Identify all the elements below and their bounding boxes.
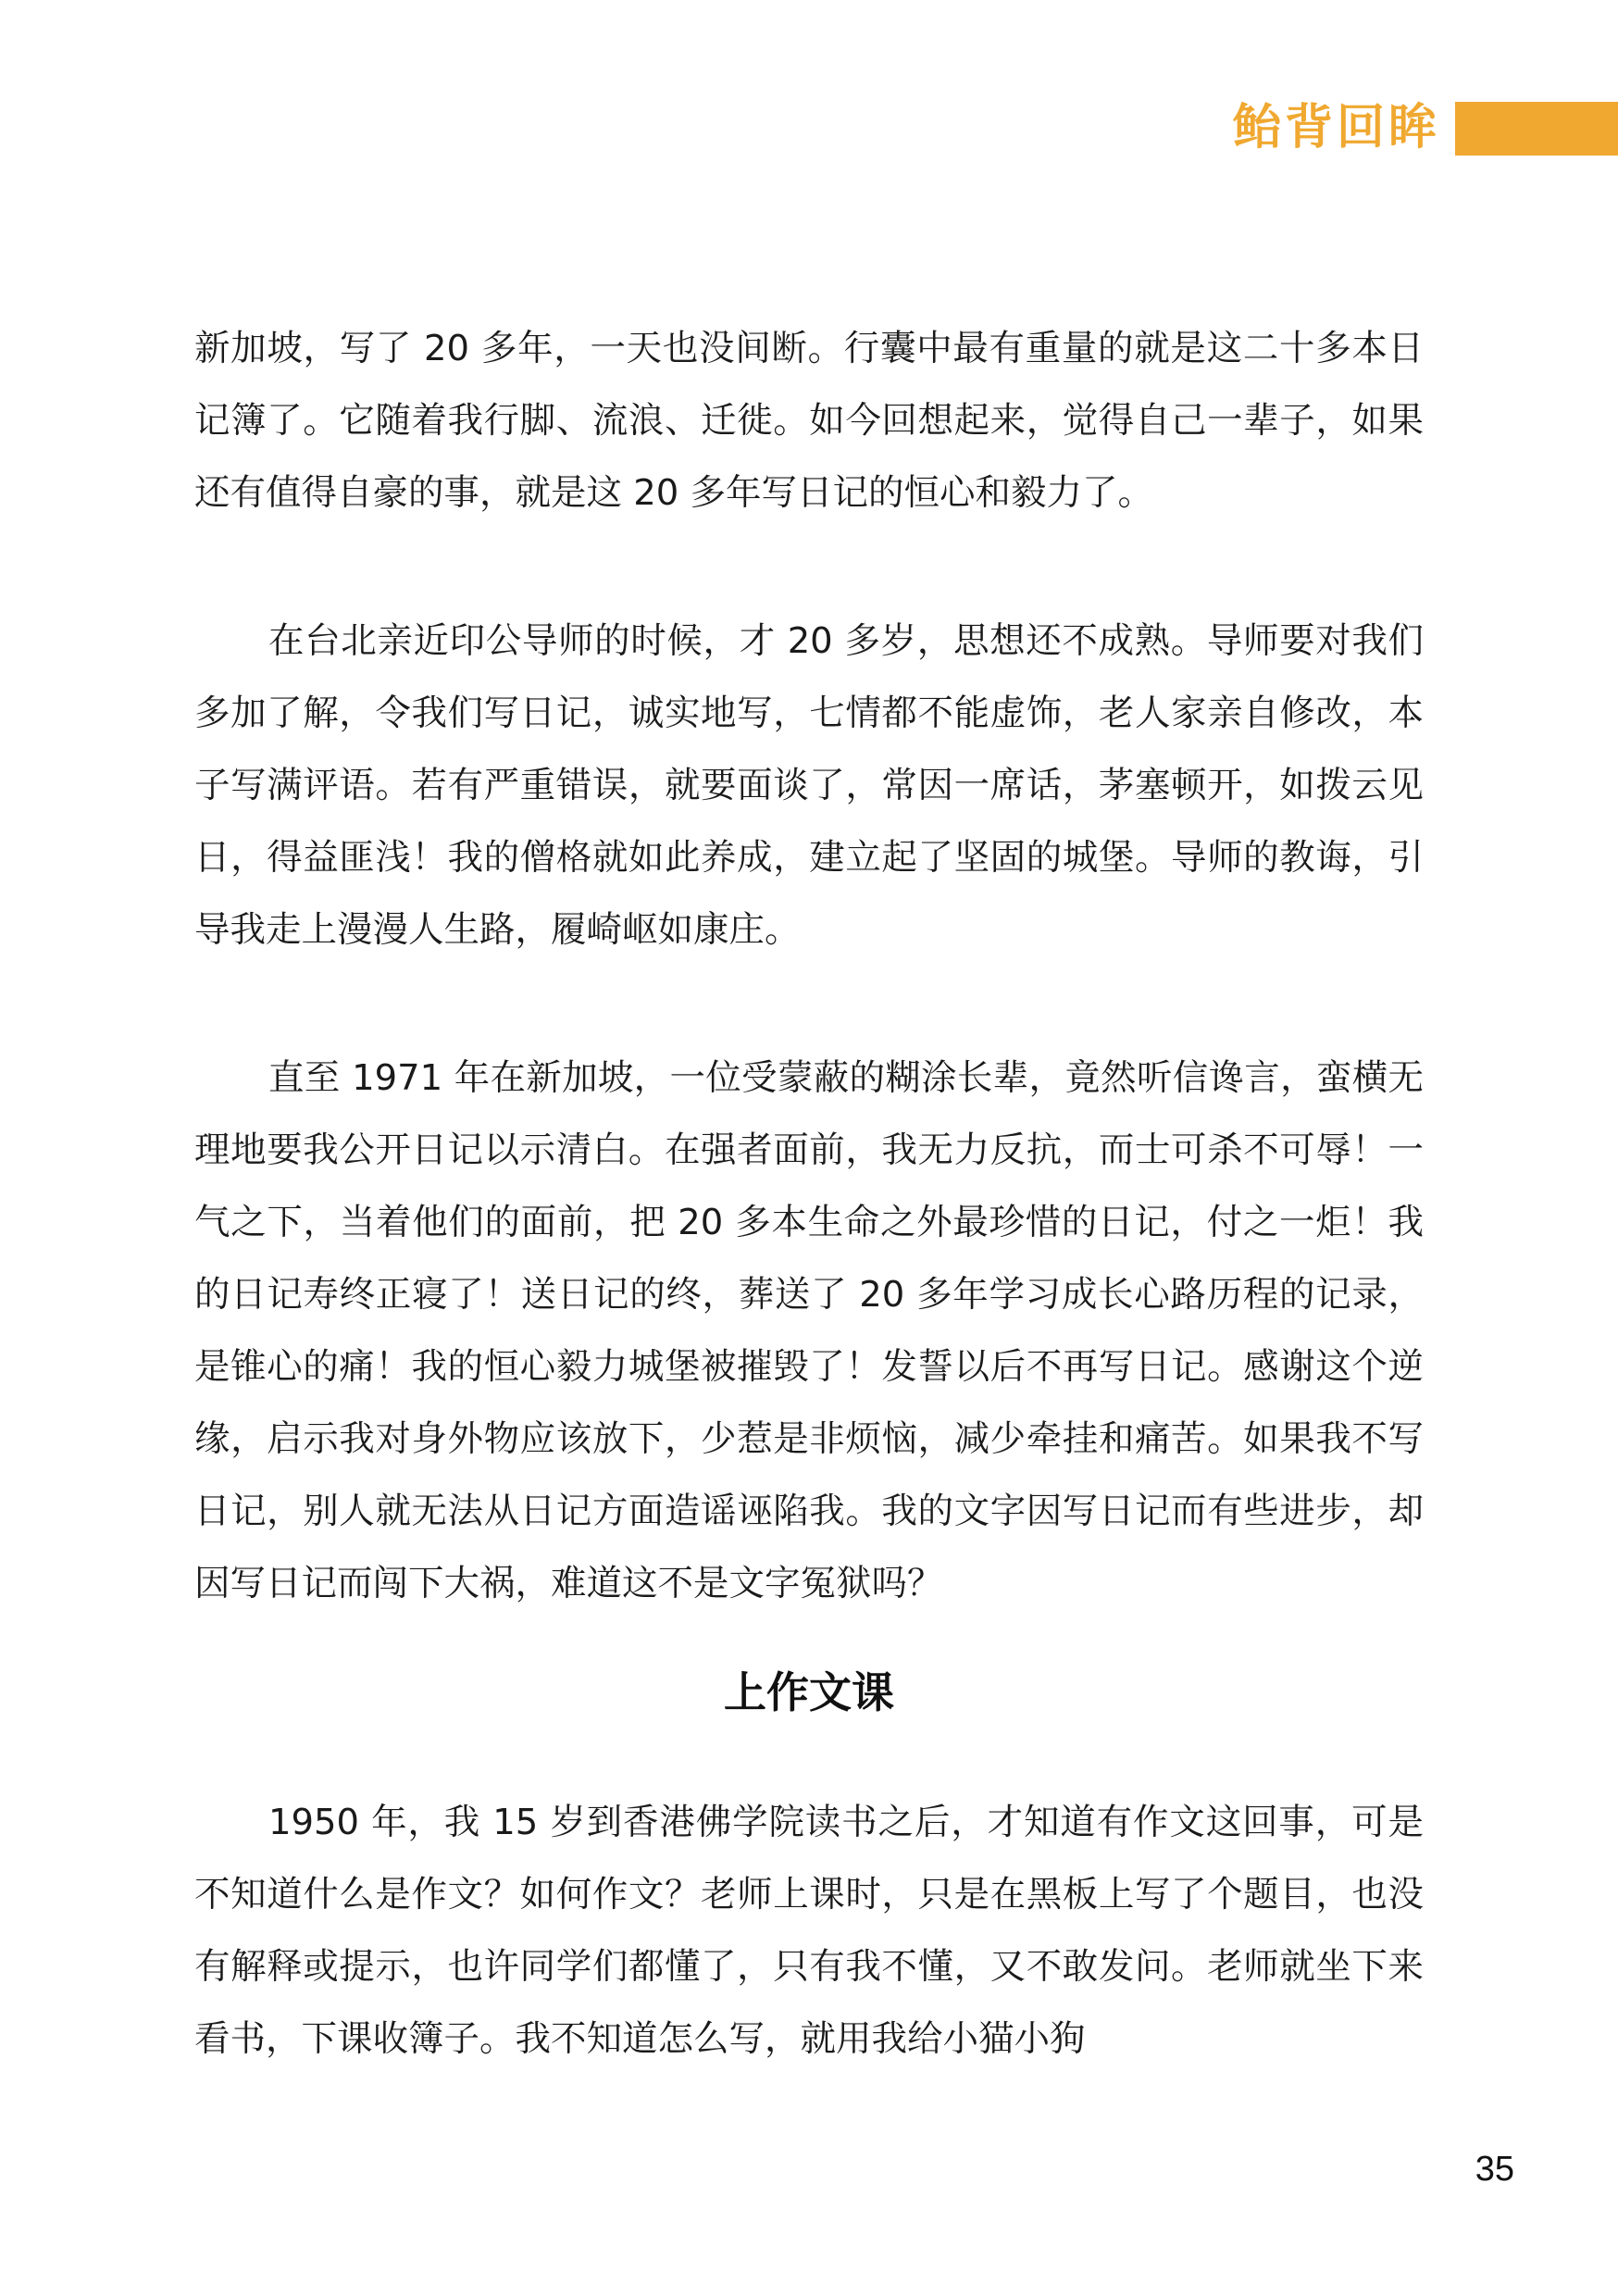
paragraph: 在台北亲近印公导师的时候，才 20 多岁，思想还不成熟。导师要对我们多加了解，令我们写日记，诚实地写，七情都不能虚饰，老人家亲自修改，本子写满评语。若有严重错误，就要面谈了，常因一席话，茅塞顿开，如拨云见日，得益匪浅！我的僧格就如此养成，建立起了坚固的城堡。导师的教诲，引导我走上漫漫人生路，履崎岖如康庄。 (194, 620, 1424, 951)
paragraph-continued: 新加坡，写了 20 多年，一天也没间断。行囊中最有重量的就是这二十多本日记簿了。它随着我行脚、流浪、迁徙。如今回想起来，觉得自己一辈子，如果还有值得自豪的事，就是这 20 多年写日记的恒心和毅力了。 (194, 328, 1424, 514)
paragraph: 1950 年，我 15 岁到香港佛学院读书之后，才知道有作文这回事，可是不知道什么是作文？如何作文？老师上课时，只是在黑板上写了个题目，也没有解释或提示，也许同学们都懂了，只有我不懂，又不敢发问。老师就坐下来看书，下课收簿子。我不知道怎么写，就用我给小猫小狗 (194, 1802, 1424, 2060)
paragraph: 直至 1971 年在新加坡，一位受蒙蔽的糊涂长辈，竟然听信谗言，蛮横无理地要我公开日记以示清白。在强者面前，我无力反抗，而士可杀不可辱！一气之下，当着他们的面前，把 20 多本生命之外最珍惜的日记，付之一炬！我的日记寿终正寝了！送日记的终，葬送了 20 多年学习成长心路历程的记录，是锥心的痛！我的恒心毅力城堡被摧毁了！发誓以后不再写日记。感谢这个逆缘，启示我对身外物应该放下，少惹是非烦恼，减少牵挂和痛苦。如果我不写日记，别人就无法从日记方面造谣诬陷我。我的文字因写日记而有些进步，却因写日记而闯下大祸，难道这不是文字冤狱吗？ (194, 1057, 1424, 1604)
running-title: 鲐背回眸 (1232, 100, 1440, 156)
section-heading: 上作文课 (724, 1667, 894, 1717)
header-accent-bar (1455, 102, 1618, 156)
page-number: 35 (1475, 2150, 1514, 2189)
page-body (194, 313, 1424, 2076)
